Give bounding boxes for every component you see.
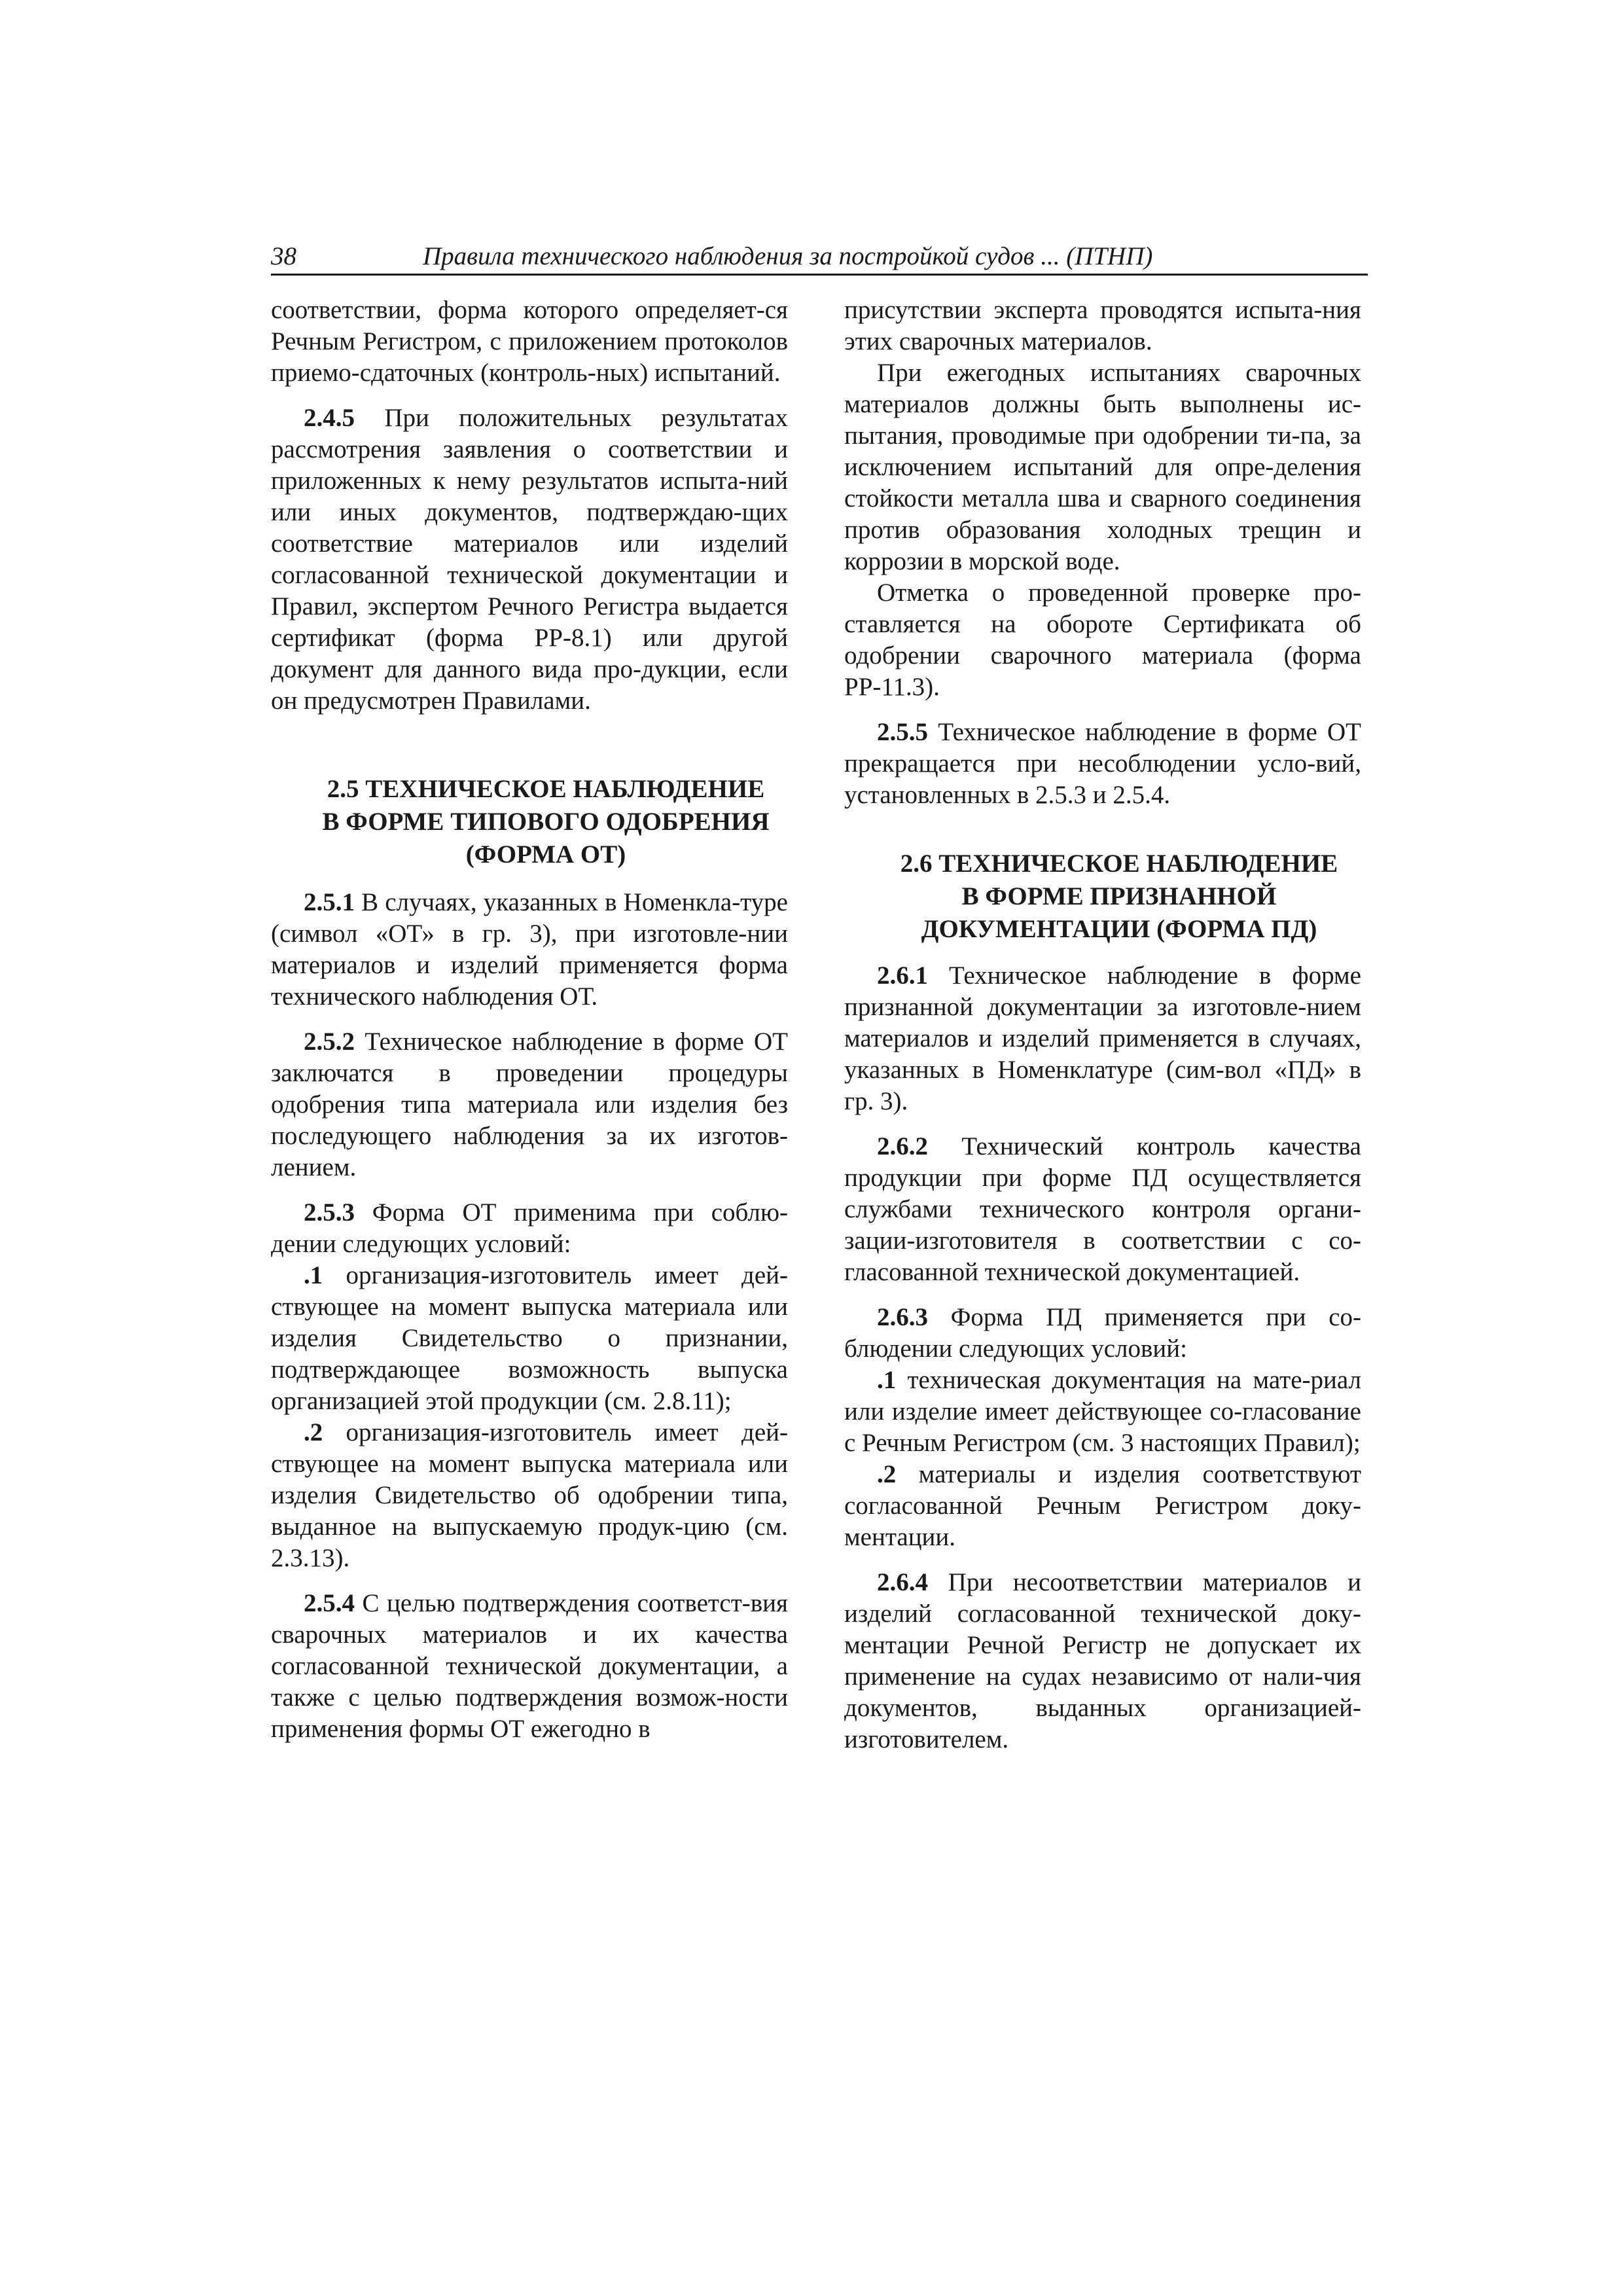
paragraph-continuation [844, 295, 1361, 357]
paragraph-text: материалы и изделия соответствуют согласованной Речным Регистром доку-ментации. [844, 1460, 1361, 1551]
heading-line: 2.6 ТЕХНИЧЕСКОЕ НАБЛЮДЕНИЕ [900, 850, 1338, 878]
paragraph-text: присутствии эксперта проводятся испыта-ния этих сварочных материалов. [844, 296, 1361, 355]
page-header [271, 240, 1368, 276]
clause-number: 2.6.3 [877, 1303, 928, 1331]
heading-line: В ФОРМЕ ПРИЗНАННОЙ [961, 882, 1277, 910]
list-item-2-5-3-1 [271, 1260, 788, 1417]
paragraph-text: Отметка о проведенной проверке про-ставляется на обороте Сертификата об одобрении сварочного материала (форма РР-11.3). [844, 579, 1361, 701]
clause-number: 2.4.5 [304, 404, 355, 432]
paragraph-text: Технический контроль качества продукции при форме ПД осуществляется службами технического контроля органи-зации-изготовителя в соответствии с со-гласованной технической документацией. [844, 1132, 1361, 1286]
heading-line: 2.5 ТЕХНИЧЕСКОЕ НАБЛЮДЕНИЕ [327, 775, 765, 803]
clause-number: 2.5.3 [304, 1198, 355, 1227]
paragraph-text: соответствии, форма которого определяет-ся Речным Регистром, с приложением протоколов приемо-сдаточных (контроль-ных) испытаний. [271, 296, 788, 387]
heading-line: (ФОРМА ОТ) [465, 840, 626, 869]
section-heading-2-6 [844, 848, 1361, 946]
paragraph-2-6-1 [844, 960, 1361, 1117]
clause-number: 2.6.1 [877, 961, 928, 990]
paragraph-mark [844, 577, 1361, 703]
paragraph-2-5-3 [271, 1197, 788, 1260]
clause-number: 2.6.4 [877, 1568, 928, 1596]
list-number: .2 [304, 1418, 323, 1446]
paragraph-text: Форма ПД применяется при со-блюдении следующих условий: [844, 1303, 1361, 1363]
clause-number: 2.5.5 [877, 718, 928, 746]
paragraph-text: С целью подтверждения соответст-вия сварочных материалов и их качества согласованной технической документации, а также с целью подтверждения возмож-ности применения формы ОТ ежегодно в [271, 1589, 788, 1743]
paragraph-text: Форма ОТ применима при соблю-дении следующих условий: [271, 1198, 788, 1258]
paragraph-text: Техническое наблюдение в форме признанной документации за изготовле-нием материалов и изделий применяется в случаях, указанных в Номенклатуре (сим-вол «ПД» в гр. 3). [844, 961, 1361, 1115]
paragraph-text: организация-изготовитель имеет дей-ствующее на момент выпуска материала или изделия Свидетельство о признании, подтверждающее возможность выпуска организацией этой продукции (см. 2.8.11); [271, 1261, 788, 1415]
list-item-2-5-3-2 [271, 1417, 788, 1574]
paragraph-2-4-5 [271, 403, 788, 717]
clause-number: 2.6.2 [877, 1132, 928, 1160]
paragraph-text: При положительных результатах рассмотрения заявления о соответствии и приложенных к нему результатов испыта-ний или иных документов, подтверждаю-щих соответствие материалов или изделий согласованной технической документации и Правил, экспертом Речного Регистра выдается сертификат (форма РР-8.1) или другой документ для данного вида про-дукции, если он предусмотрен Правилами. [271, 404, 788, 715]
paragraph-text: В случаях, указанных в Номенкла-туре (символ «ОТ» в гр. 3), при изготовле-нии материалов и изделий применяется форма технического наблюдения ОТ. [271, 888, 788, 1011]
clause-number: 2.5.1 [304, 888, 355, 916]
page-number: 38 [271, 242, 296, 270]
paragraph-2-6-2 [844, 1131, 1361, 1288]
list-item-2-6-3-1 [844, 1365, 1361, 1459]
list-number: .1 [304, 1261, 323, 1289]
paragraph-text: Техническое наблюдение в форме ОТ заключатся в проведении процедуры одобрения типа материала или изделия без последующего наблюдения за их изготов-лением. [271, 1028, 788, 1181]
paragraph-2-5-5 [844, 717, 1361, 811]
paragraph-2-5-1 [271, 887, 788, 1013]
right-column [844, 295, 1361, 1755]
paragraph-text: При ежегодных испытаниях сварочных материалов должны быть выполнены ис-пытания, проводимые при одобрении ти-па, за исключением испытаний для опре-деления стойкости металла шва и сварного соединения против образования холодных трещин и коррозии в морской воде. [844, 359, 1361, 575]
heading-line: В ФОРМЕ ТИПОВОГО ОДОБРЕНИЯ [322, 808, 770, 836]
list-item-2-6-3-2 [844, 1459, 1361, 1553]
paragraph-text: техническая документация на мате-риал или изделие имеет действующее со-гласование с Речным Регистром (см. 3 настоящих Правил); [844, 1366, 1361, 1457]
clause-number: 2.5.4 [304, 1589, 355, 1617]
heading-line: ДОКУМЕНТАЦИИ (ФОРМА ПД) [921, 915, 1317, 943]
paragraph-2-6-4 [844, 1567, 1361, 1755]
clause-number: 2.5.2 [304, 1028, 355, 1056]
paragraph-2-5-2 [271, 1026, 788, 1183]
paragraph-continuation [271, 295, 788, 389]
paragraph-annual-tests [844, 357, 1361, 577]
section-heading-2-5 [271, 773, 788, 871]
list-number: .1 [877, 1366, 897, 1394]
paragraph-text: При несоответствии материалов и изделий согласованной технической доку-ментации Речной Регистр не допускает их применение на судах независимо от нали-чия документов, выданных организацией-изготовителем. [844, 1568, 1361, 1753]
paragraph-text: Техническое наблюдение в форме ОТ прекращается при несоблюдении усло-вий, установленных в 2.5.3 и 2.5.4. [844, 718, 1361, 809]
paragraph-2-5-4 [271, 1588, 788, 1745]
running-title: Правила технического наблюдения за постройкой судов ... (ПТНП) [423, 242, 1153, 270]
list-number: .2 [877, 1460, 897, 1488]
paragraph-2-6-3 [844, 1302, 1361, 1365]
paragraph-text: организация-изготовитель имеет дей-ствующее на момент выпуска материала или изделия Свидетельство об одобрении типа, выданное на выпускаемую продук-цию (см. 2.3.13). [271, 1418, 788, 1572]
left-column [271, 295, 788, 1745]
